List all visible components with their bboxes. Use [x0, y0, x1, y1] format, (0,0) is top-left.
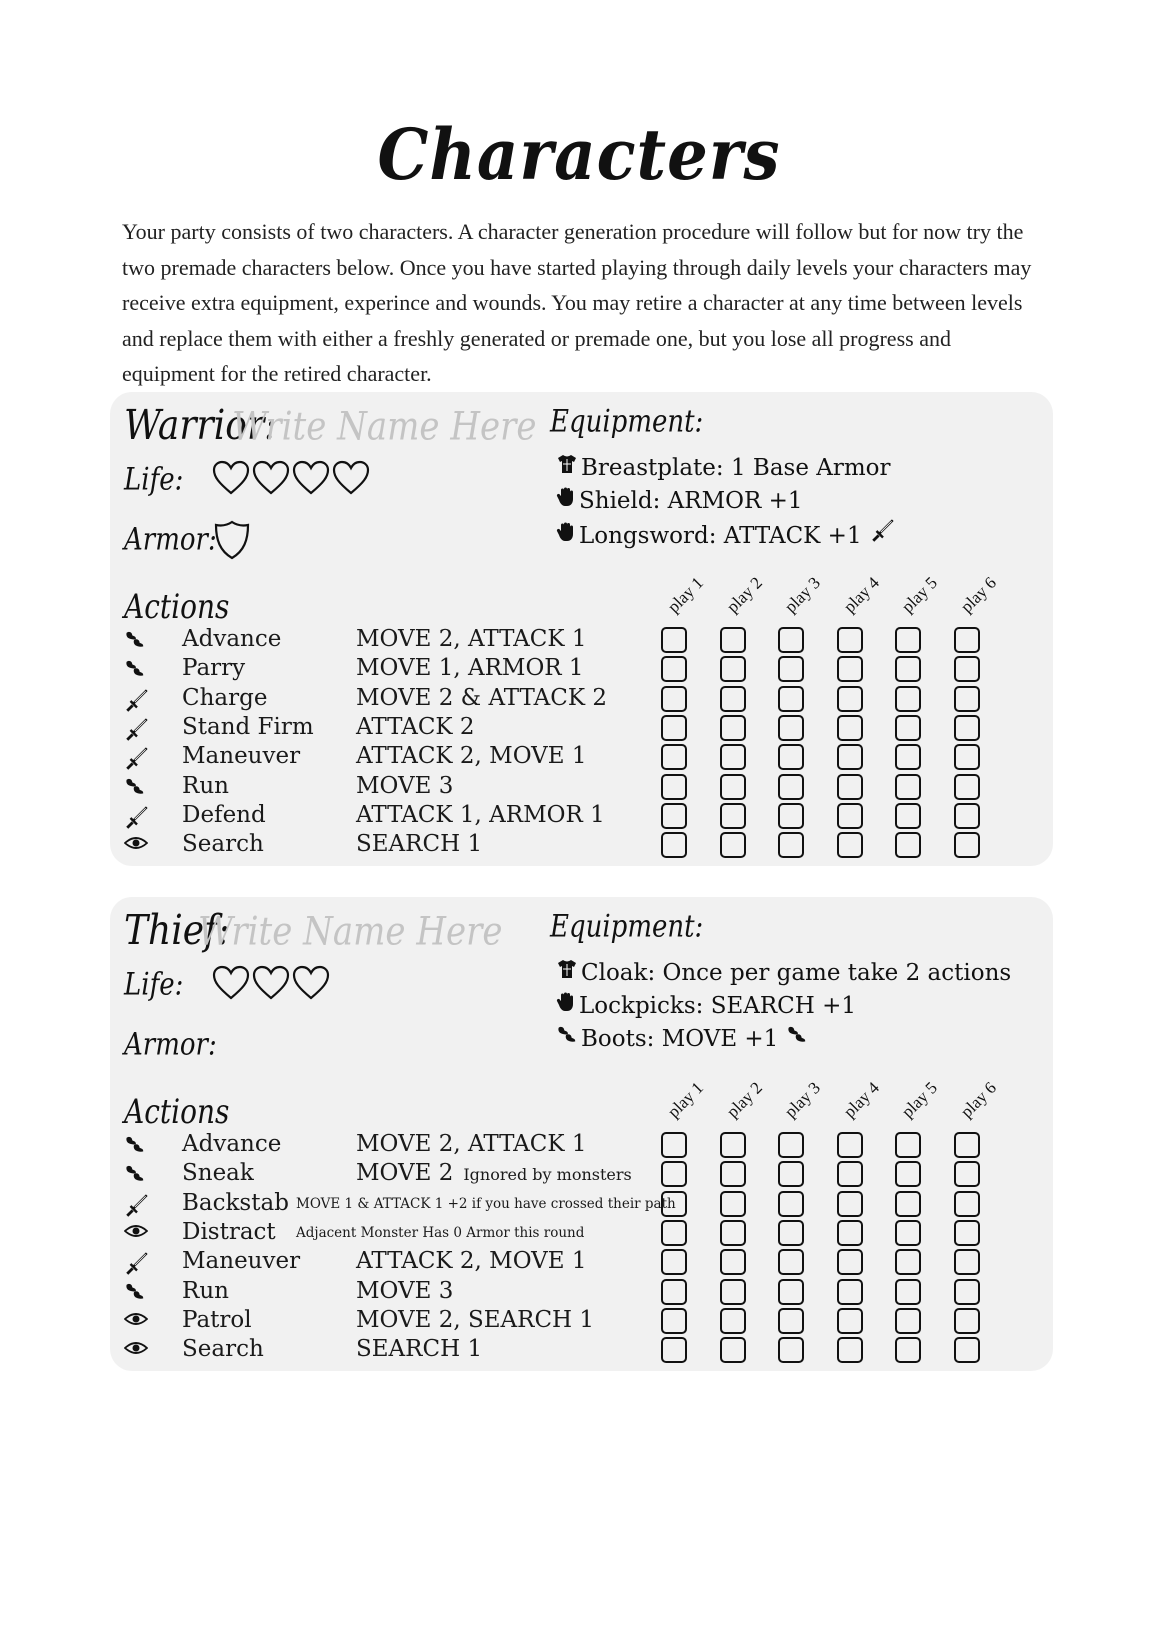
- equipment-item: [556, 485, 899, 518]
- action-effect-text: SEARCH 1: [356, 1336, 483, 1363]
- action-effect-text: MOVE 2 & ATTACK 2: [356, 684, 607, 711]
- play-checkbox[interactable]: [720, 686, 746, 712]
- sword-icon: [870, 518, 899, 554]
- play-headers: [663, 1078, 1050, 1132]
- action-name: Charge: [182, 684, 268, 711]
- hand-icon: [556, 520, 579, 553]
- play-checkbox[interactable]: [954, 715, 980, 741]
- equipment-list: [556, 452, 899, 554]
- play-checkbox[interactable]: [720, 1220, 746, 1246]
- play-checkbox[interactable]: [661, 686, 687, 712]
- action-row: [124, 655, 1044, 685]
- equipment-item: [556, 990, 1011, 1023]
- actions-label: Actions: [124, 587, 230, 627]
- boot-icon: [124, 776, 146, 802]
- hand-icon: [556, 990, 579, 1023]
- life-label: Life:: [124, 462, 184, 498]
- life-hearts: [212, 460, 370, 500]
- play-headers: [663, 573, 1050, 627]
- heart-icon: [252, 460, 290, 500]
- armor-label: Armor:: [124, 522, 217, 558]
- action-effect-text: MOVE 1 & ATTACK 1 +2 if you have crossed their path: [296, 1195, 676, 1212]
- play-checkbox[interactable]: [720, 774, 746, 800]
- play-checkbox[interactable]: [720, 1161, 746, 1187]
- boot-icon: [124, 1134, 146, 1160]
- play-checkbox[interactable]: [778, 1161, 804, 1187]
- action-name: Defend: [182, 801, 266, 828]
- equipment-text: Longsword: ATTACK +1: [579, 522, 862, 549]
- play-checkbox[interactable]: [661, 744, 687, 770]
- action-effect-text: SEARCH 1: [356, 831, 483, 858]
- play-header: play 2: [722, 573, 766, 617]
- boot-icon: [556, 1023, 581, 1056]
- action-effect-text: Adjacent Monster Has 0 Armor this round: [296, 1224, 585, 1241]
- action-effect: [356, 655, 584, 681]
- action-effect-text: MOVE 3: [356, 1277, 454, 1304]
- play-checkbox[interactable]: [895, 686, 921, 712]
- play-checkbox[interactable]: [954, 627, 980, 653]
- action-name: Search: [182, 831, 264, 858]
- action-name: Advance: [182, 626, 282, 652]
- action-effect: [356, 714, 475, 740]
- play-checkbox[interactable]: [954, 656, 980, 682]
- play-checkbox[interactable]: [954, 1337, 980, 1363]
- play-checkbox[interactable]: [778, 1308, 804, 1334]
- equipment-text: Lockpicks: SEARCH +1: [579, 993, 857, 1019]
- action-name: Parry: [182, 655, 246, 682]
- play-header: play 1: [663, 573, 708, 617]
- action-effect: [356, 802, 605, 828]
- equipment-text: Shield: ARMOR +1: [579, 488, 803, 514]
- play-checkbox[interactable]: [720, 656, 746, 682]
- play-checkbox[interactable]: [720, 1132, 746, 1158]
- action-effect-text: MOVE 2, ATTACK 1: [356, 1131, 587, 1157]
- play-checkbox[interactable]: [778, 1191, 804, 1217]
- play-checkbox[interactable]: [837, 1308, 863, 1334]
- class-name: Warrior:: [124, 402, 277, 450]
- life-label: Life:: [124, 967, 184, 1003]
- action-effect: [356, 831, 482, 857]
- play-checkbox[interactable]: [954, 686, 980, 712]
- play-checkbox[interactable]: [837, 803, 863, 829]
- play-header: play 3: [781, 573, 825, 617]
- character-name-field[interactable]: Write Name Here: [232, 404, 537, 450]
- play-checkbox[interactable]: [837, 1161, 863, 1187]
- play-checkbox[interactable]: [895, 1279, 921, 1305]
- play-checkbox[interactable]: [778, 1220, 804, 1246]
- play-checkbox[interactable]: [954, 1132, 980, 1158]
- play-checkbox[interactable]: [837, 832, 863, 858]
- action-effect: [356, 1278, 453, 1304]
- play-header: play 3: [781, 1078, 825, 1122]
- play-checkbox[interactable]: [661, 1279, 687, 1305]
- shield-icon: [214, 545, 250, 564]
- boot-icon: [124, 629, 146, 655]
- armor-icon: [556, 957, 581, 990]
- action-name: Backstab: [182, 1189, 289, 1216]
- play-checkbox[interactable]: [837, 656, 863, 682]
- play-checkbox[interactable]: [837, 774, 863, 800]
- thief-card: [110, 897, 1053, 1371]
- play-checkbox[interactable]: [661, 656, 687, 682]
- play-checkbox[interactable]: [895, 1308, 921, 1334]
- play-checkbox[interactable]: [954, 803, 980, 829]
- play-checkbox[interactable]: [954, 1191, 980, 1217]
- play-checkbox[interactable]: [895, 832, 921, 858]
- play-checkbox[interactable]: [778, 744, 804, 770]
- play-checkbox[interactable]: [778, 1132, 804, 1158]
- action-name: Run: [182, 772, 229, 799]
- action-effect: [356, 1131, 587, 1157]
- hand-icon: [556, 485, 579, 518]
- equipment-item: [556, 452, 899, 485]
- boot-icon: [786, 1023, 811, 1056]
- eye-icon: [124, 1339, 148, 1361]
- play-header: play 1: [663, 1078, 708, 1122]
- equipment-text: Breastplate: 1 Base Armor: [581, 455, 891, 481]
- play-header: play 2: [722, 1078, 766, 1122]
- play-checkbox[interactable]: [720, 832, 746, 858]
- play-checkbox[interactable]: [661, 1220, 687, 1246]
- action-effect: [296, 1225, 584, 1241]
- boot-icon: [124, 1163, 146, 1189]
- play-checkbox[interactable]: [778, 686, 804, 712]
- action-effect: [356, 1336, 482, 1362]
- equipment-text: Boots: MOVE +1: [581, 1026, 779, 1052]
- action-effect-text: MOVE 2: [356, 1160, 454, 1187]
- play-header: play 6: [956, 1078, 1001, 1122]
- warrior-card: [110, 392, 1053, 866]
- equipment-text: Cloak: Once per game take 2 actions: [581, 960, 1012, 986]
- play-checkbox[interactable]: [661, 1132, 687, 1158]
- play-checkbox[interactable]: [720, 1279, 746, 1305]
- play-checkbox[interactable]: [954, 774, 980, 800]
- play-checkbox[interactable]: [895, 715, 921, 741]
- play-checkbox[interactable]: [895, 1161, 921, 1187]
- boot-icon: [124, 1281, 146, 1307]
- action-name: Sneak: [182, 1160, 254, 1187]
- action-name: Advance: [182, 1131, 282, 1157]
- action-row: [124, 1307, 1044, 1337]
- play-checkbox[interactable]: [895, 1132, 921, 1158]
- play-checkbox[interactable]: [837, 1249, 863, 1275]
- action-row: [124, 1248, 1044, 1278]
- eye-icon: [124, 834, 148, 856]
- action-effect-text: ATTACK 2, MOVE 1: [356, 743, 587, 770]
- eye-icon: [124, 1310, 148, 1332]
- action-row: [124, 831, 1044, 861]
- play-checkbox[interactable]: [661, 1161, 687, 1187]
- armor-label: Armor:: [124, 1027, 217, 1063]
- action-name: Run: [182, 1277, 229, 1304]
- play-checkbox[interactable]: [954, 832, 980, 858]
- play-checkbox[interactable]: [720, 803, 746, 829]
- play-checkbox[interactable]: [954, 1249, 980, 1275]
- play-checkbox[interactable]: [895, 1220, 921, 1246]
- play-checkbox[interactable]: [895, 656, 921, 682]
- play-checkbox[interactable]: [837, 627, 863, 653]
- action-row: [124, 626, 1044, 656]
- action-effect-text: ATTACK 1, ARMOR 1: [356, 801, 605, 828]
- play-checkbox[interactable]: [895, 1191, 921, 1217]
- play-checkbox[interactable]: [895, 1249, 921, 1275]
- play-checkbox[interactable]: [720, 1337, 746, 1363]
- action-name: Patrol: [182, 1306, 252, 1333]
- play-checkbox[interactable]: [837, 1220, 863, 1246]
- action-row: [124, 773, 1044, 803]
- play-header: play 5: [898, 573, 942, 617]
- action-effect-text: ATTACK 2, MOVE 1: [356, 1248, 587, 1275]
- play-checkbox[interactable]: [661, 715, 687, 741]
- play-checkbox[interactable]: [895, 627, 921, 653]
- equipment-item: [556, 518, 899, 554]
- play-checkbox[interactable]: [720, 715, 746, 741]
- play-checkbox[interactable]: [720, 1249, 746, 1275]
- action-effect-text: MOVE 3: [356, 772, 454, 799]
- action-effect: [356, 1160, 632, 1186]
- action-effect: [356, 1307, 594, 1333]
- action-row: [124, 1160, 1044, 1190]
- play-checkbox[interactable]: [778, 715, 804, 741]
- play-checkbox[interactable]: [954, 744, 980, 770]
- action-name: Distract: [182, 1218, 276, 1245]
- page-title: Characters: [377, 114, 781, 197]
- play-checkbox[interactable]: [778, 832, 804, 858]
- heart-icon: [212, 965, 250, 1005]
- class-name: Thief:: [124, 907, 230, 955]
- play-checkbox[interactable]: [837, 1132, 863, 1158]
- armor-icon: [556, 452, 581, 485]
- play-checkbox[interactable]: [661, 627, 687, 653]
- play-checkbox[interactable]: [778, 1337, 804, 1363]
- equipment-item: [556, 957, 1011, 990]
- life-hearts: [212, 965, 330, 1005]
- play-checkbox[interactable]: [837, 1191, 863, 1217]
- play-checkbox[interactable]: [720, 627, 746, 653]
- play-checkbox[interactable]: [895, 774, 921, 800]
- action-effect: [356, 626, 587, 652]
- play-checkbox[interactable]: [661, 1191, 687, 1217]
- play-checkbox[interactable]: [954, 1161, 980, 1187]
- play-checkbox[interactable]: [895, 803, 921, 829]
- character-name-field[interactable]: Write Name Here: [198, 909, 503, 955]
- play-checkbox[interactable]: [778, 803, 804, 829]
- play-checkbox[interactable]: [720, 1191, 746, 1217]
- play-checkbox[interactable]: [661, 774, 687, 800]
- play-checkbox[interactable]: [837, 744, 863, 770]
- action-effect-text: ATTACK 2: [356, 713, 475, 740]
- equipment-list: [556, 957, 1011, 1056]
- action-row: [124, 1278, 1044, 1308]
- play-checkbox[interactable]: [837, 686, 863, 712]
- eye-icon: [124, 1222, 148, 1244]
- play-checkbox[interactable]: [661, 1337, 687, 1363]
- play-checkbox[interactable]: [778, 1279, 804, 1305]
- play-checkbox[interactable]: [778, 656, 804, 682]
- action-row: [124, 1190, 1044, 1220]
- heart-icon: [332, 460, 370, 500]
- play-header: play 4: [839, 1078, 883, 1122]
- equipment-label: Equipment:: [550, 909, 704, 945]
- heart-icon: [212, 460, 250, 500]
- action-name: Maneuver: [182, 1248, 301, 1275]
- action-name: Maneuver: [182, 743, 301, 770]
- heart-icon: [292, 965, 330, 1005]
- action-effect: [296, 1196, 676, 1212]
- play-checkbox[interactable]: [661, 803, 687, 829]
- action-name: Stand Firm: [182, 713, 314, 740]
- play-header: play 6: [956, 573, 1001, 617]
- play-checkbox[interactable]: [661, 1249, 687, 1275]
- play-checkbox[interactable]: [720, 1308, 746, 1334]
- play-header: play 5: [898, 1078, 942, 1122]
- play-checkbox[interactable]: [837, 1279, 863, 1305]
- play-checkbox[interactable]: [954, 1220, 980, 1246]
- action-row: [124, 1131, 1044, 1161]
- play-checkbox[interactable]: [778, 1249, 804, 1275]
- play-header: play 4: [839, 573, 883, 617]
- play-checkbox[interactable]: [837, 715, 863, 741]
- boot-icon: [124, 658, 146, 684]
- equipment-item: [556, 1023, 1011, 1056]
- play-checkbox[interactable]: [661, 1308, 687, 1334]
- heart-icon: [292, 460, 330, 500]
- play-checkbox[interactable]: [720, 744, 746, 770]
- play-checkbox[interactable]: [778, 627, 804, 653]
- action-row: [124, 714, 1044, 744]
- action-row: [124, 685, 1044, 715]
- action-effect-text: MOVE 2, ATTACK 1: [356, 626, 587, 652]
- action-effect: [356, 685, 607, 711]
- play-checkbox[interactable]: [954, 1308, 980, 1334]
- action-effect-text: MOVE 2, SEARCH 1: [356, 1306, 595, 1333]
- heart-icon: [252, 965, 290, 1005]
- play-checkbox[interactable]: [661, 832, 687, 858]
- action-effect-text: MOVE 1, ARMOR 1: [356, 655, 584, 682]
- play-checkbox[interactable]: [954, 1279, 980, 1305]
- intro-paragraph: Your party consists of two characters. A character generation procedure will follow but for now try the two premade characters below. Once you have started playing through daily levels your characters may receive extra equipment, experince and wounds. You may retire a character at any time between levels and replace them with either a freshly generated or premade one, but you lose all progress and equipment for the retired character.: [122, 219, 1032, 386]
- action-effect: [356, 743, 587, 769]
- action-row: [124, 743, 1044, 773]
- action-effect: [356, 773, 453, 799]
- play-checkbox[interactable]: [895, 744, 921, 770]
- action-row: [124, 802, 1044, 832]
- armor-shields: [214, 520, 250, 564]
- action-effect: [356, 1248, 587, 1274]
- play-checkbox[interactable]: [895, 1337, 921, 1363]
- action-row: [124, 1219, 1044, 1249]
- action-row: [124, 1336, 1044, 1366]
- actions-label: Actions: [124, 1092, 230, 1132]
- action-name: Search: [182, 1336, 264, 1363]
- play-checkbox[interactable]: [778, 774, 804, 800]
- action-note: Ignored by monsters: [463, 1165, 632, 1185]
- equipment-label: Equipment:: [550, 404, 704, 440]
- play-checkbox[interactable]: [837, 1337, 863, 1363]
